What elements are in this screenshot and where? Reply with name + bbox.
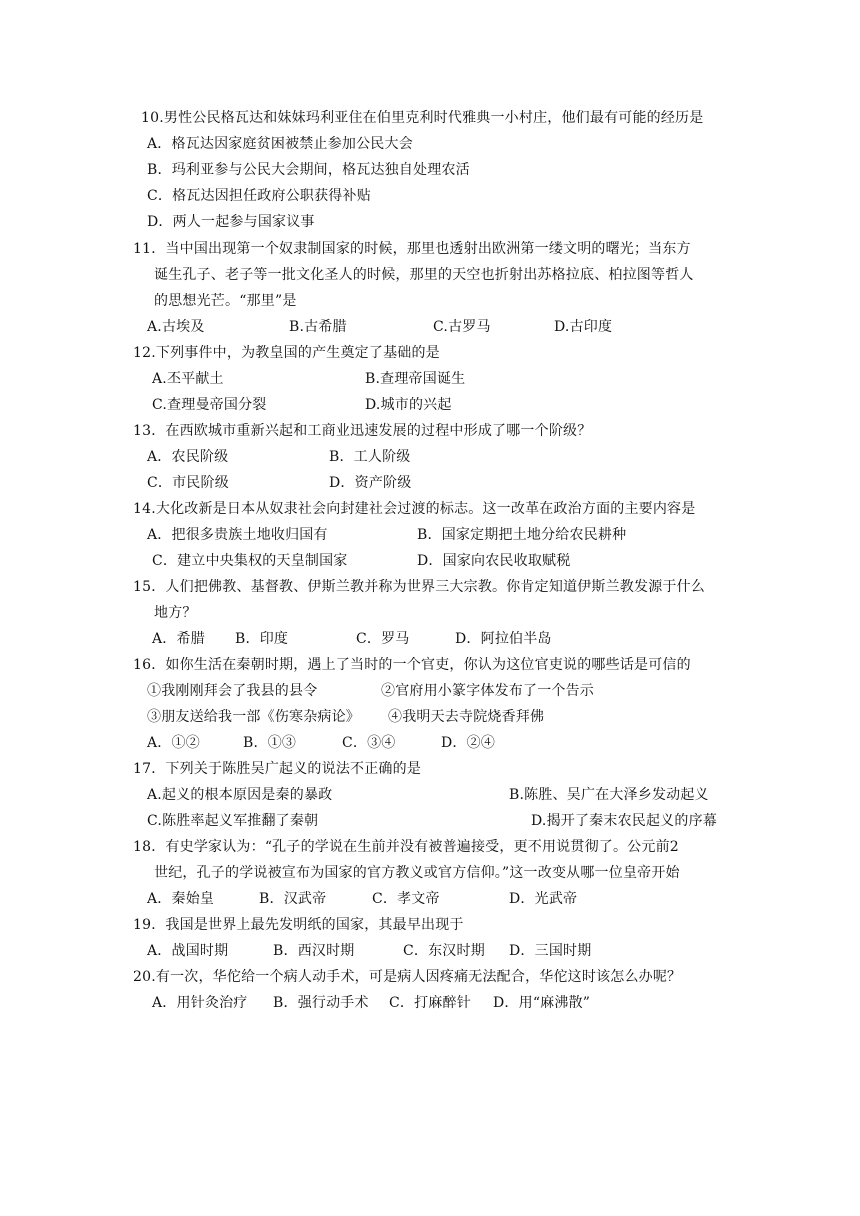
- question-20-option: D．用“麻沸散”: [493, 995, 591, 1011]
- question-18-stem-line: 世纪，孔子的学说被宣布为国家的官方教义或官方信仰。”这一改变从哪一位皇帝开始: [154, 865, 680, 881]
- question-20-option: C．打麻醉针: [389, 995, 471, 1011]
- question-13-option: A．农民阶级: [147, 449, 229, 465]
- question-12-option: B.查理帝国诞生: [365, 371, 466, 387]
- question-20-stem-line: 20.有一次，华佗给一个病人动手术，可是病人因疼痛无法配合，华佗这时该怎么办呢？: [133, 969, 682, 985]
- question-19-option: C．东汉时期: [403, 943, 485, 959]
- question-16-option: ②官府用小篆字体发布了一个告示: [381, 683, 594, 699]
- question-10-option: B．玛利亚参与公民大会期间，格瓦达独自处理农活: [147, 162, 470, 178]
- question-15-option: D．阿拉伯半岛: [455, 631, 552, 647]
- question-10-stem-line: 10.男性公民格瓦达和妹妹玛利亚住在伯里克利时代雅典一小村庄，他们最有可能的经历是: [141, 110, 704, 126]
- question-12-stem-line: 12.下列事件中，为教皇国的产生奠定了基础的是: [133, 345, 440, 361]
- question-16-option: D．②④: [441, 735, 496, 751]
- question-18-option: C．孝文帝: [372, 891, 440, 907]
- question-19-option: D．三国时期: [509, 943, 592, 959]
- question-10-option: C．格瓦达因担任政府公职获得补贴: [147, 188, 371, 204]
- question-10-option: A．格瓦达因家庭贫困被禁止参加公民大会: [147, 136, 413, 152]
- question-11-option: B.古希腊: [289, 319, 347, 335]
- question-16-option: ①我刚刚拜会了我县的县令: [147, 683, 318, 699]
- question-14-stem-line: 14.大化改新是日本从奴隶社会向封建社会过渡的标志。这一改革在政治方面的主要内容是: [133, 501, 696, 517]
- question-18-stem-line: 18．有史学家认为：“孔子的学说在生前并没有被普遍接受，更不用说贯彻了。公元前2: [133, 839, 679, 855]
- question-19-stem-line: 19．我国是世界上最先发明纸的国家，其最早出现于: [133, 917, 464, 933]
- question-14-option: D．国家向农民收取赋税: [417, 553, 571, 569]
- question-13-option: D．资产阶级: [329, 475, 412, 491]
- question-11-option: A.古埃及: [147, 319, 205, 335]
- question-13-option: C．市民阶级: [147, 475, 229, 491]
- question-19-option: A．战国时期: [147, 943, 229, 959]
- question-14-option: B．国家定期把土地分给农民耕种: [417, 527, 627, 543]
- question-15-option: A．希腊: [152, 631, 205, 647]
- question-15-option: C．罗马: [356, 631, 410, 647]
- question-16-option: C．③④: [342, 735, 396, 751]
- question-17-option: C.陈胜率起义军推翻了秦朝: [147, 813, 319, 829]
- question-12-option: A.丕平献土: [152, 371, 224, 387]
- question-11-option: D.古印度: [554, 319, 613, 335]
- question-11-stem-line: 诞生孔子、老子等一批文化圣人的时候，那里的天空也折射出苏格拉底、柏拉图等哲人: [154, 267, 694, 283]
- question-17-option: A.起义的根本原因是秦的暴政: [147, 787, 333, 803]
- question-13-option: B．工人阶级: [329, 449, 411, 465]
- question-20-option: B．强行动手术: [273, 995, 369, 1011]
- question-16-stem-line: 16．如你生活在秦朝时期，遇上了当时的一个官吏，你认为这位官吏说的哪些话是可信的: [133, 657, 691, 673]
- question-18-option: B．汉武帝: [259, 891, 327, 907]
- question-15-stem-line: 15．人们把佛教、基督教、伊斯兰教并称为世界三大宗教。你肯定知道伊斯兰教发源于什么: [133, 579, 706, 595]
- question-14-option: C．建立中央集权的天皇制国家: [152, 553, 348, 569]
- question-12-option: C.查理曼帝国分裂: [152, 397, 267, 413]
- question-13-stem-line: 13．在西欧城市重新兴起和工商业迅速发展的过程中形成了哪一个阶级？: [133, 423, 592, 439]
- question-15-stem-line: 地方？: [154, 605, 197, 621]
- question-14-option: A．把很多贵族土地收归国有: [147, 527, 328, 543]
- question-15-option: B．印度: [235, 631, 289, 647]
- question-18-option: D．光武帝: [509, 891, 578, 907]
- question-17-option: B.陈胜、吴广在大泽乡发动起义: [509, 787, 709, 803]
- question-16-option: A．①②: [147, 735, 200, 751]
- question-12-option: D.城市的兴起: [365, 397, 452, 413]
- question-16-option: ③朋友送给我一部《伤寒杂病论》: [147, 709, 360, 725]
- question-10-option: D．两人一起参与国家议事: [147, 214, 315, 230]
- question-16-option: B．①③: [243, 735, 297, 751]
- question-20-option: A．用针灸治疗: [152, 995, 248, 1011]
- question-19-option: B．西汉时期: [273, 943, 355, 959]
- question-17-stem-line: 17．下列关于陈胜吴广起义的说法不正确的是: [133, 761, 422, 777]
- question-11-stem-line: 的思想光芒。“那里”是: [154, 293, 297, 309]
- question-16-option: ④我明天去寺院烧香拜佛: [388, 709, 545, 725]
- question-17-option: D.揭开了秦末农民起义的序幕: [531, 813, 717, 829]
- question-11-stem-line: 11．当中国出现第一个奴隶制国家的时候，那里也透射出欧洲第一缕文明的曙光；当东方: [133, 241, 691, 257]
- question-11-option: C.古罗马: [433, 319, 491, 335]
- question-18-option: A．秦始皇: [147, 891, 215, 907]
